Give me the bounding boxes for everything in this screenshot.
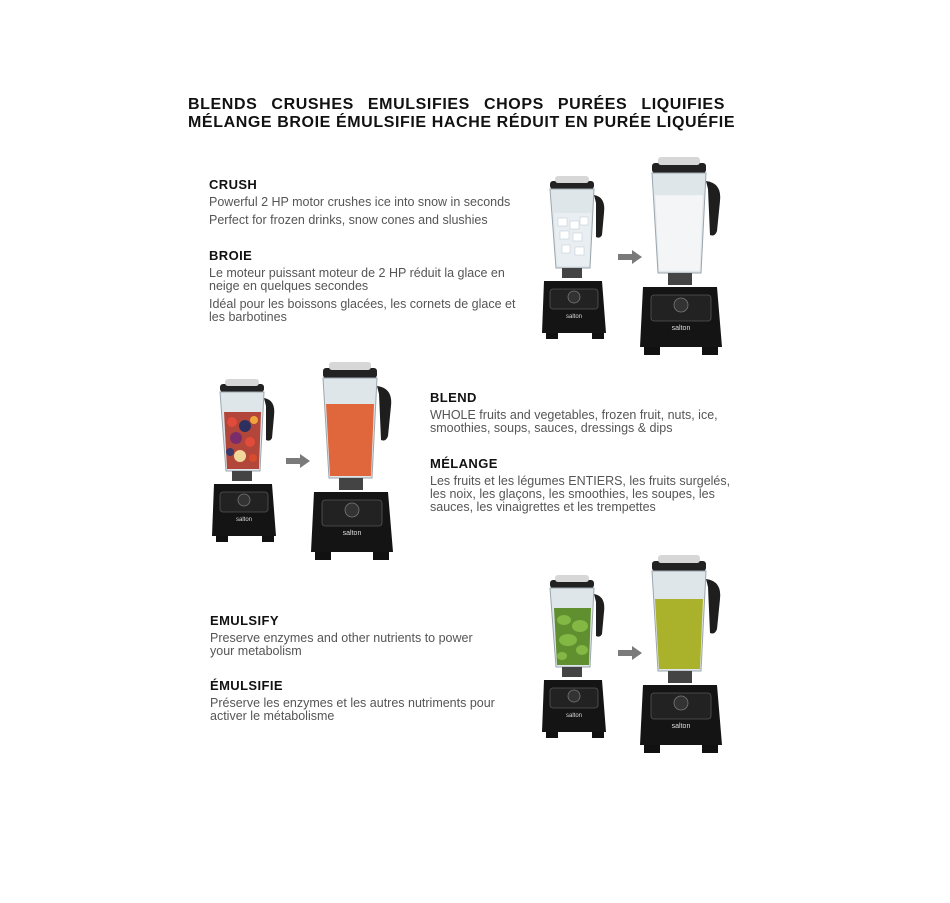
emulsify-section (210, 613, 500, 663)
green-juice-contents (655, 599, 703, 669)
broie-title: BROIE (209, 248, 253, 263)
blender-greens-before (540, 572, 612, 747)
smoothie-contents (326, 404, 374, 476)
crush-line-1: Powerful 2 HP motor crushes ice into snow in seconds (209, 195, 511, 209)
headline-english: BLENDS CRUSHES EMULSIFIES CHOPS PURÉES LIQUIFIES (188, 96, 725, 113)
emulsify-title: EMULSIFY (210, 613, 279, 628)
emulsifie-section (210, 678, 495, 728)
headline-french: MÉLANGE BROIE ÉMULSIFIE HACHE RÉDUIT EN PURÉE LIQUÉFIE (188, 114, 736, 131)
blender-green-juice-after (638, 553, 728, 765)
emulsify-line-1: Preserve enzymes and other nutrients to power your metabolism (210, 631, 473, 658)
blender-ice-before (540, 173, 612, 348)
blender-snow-after (638, 155, 728, 367)
emulsifie-title: ÉMULSIFIE (210, 678, 283, 693)
blender-fruit-before (210, 376, 282, 551)
arrow-right-icon (286, 454, 310, 468)
snow-contents (655, 195, 703, 271)
crush-title: CRUSH (209, 177, 258, 192)
brand-logo: salton (671, 325, 691, 332)
broie-line-1: Le moteur puissant moteur de 2 HP réduit la glace en neige en quelques secondes (209, 266, 505, 293)
brand-logo: salton (342, 530, 362, 537)
melange-line-1: Les fruits et les légumes ENTIERS, les fruits surgelés, les noix, les glaçons, les smoothies, les soupes, les sauces, les vinaigrettes et les trempettes (430, 474, 731, 514)
melange-section (430, 456, 745, 519)
brand-logo: salton (671, 723, 691, 730)
blender-smoothie-after (309, 360, 399, 572)
brand-logo: salton (235, 517, 253, 523)
crush-line-2: Perfect for frozen drinks, snow cones and slushies (209, 213, 488, 227)
blend-section (430, 390, 740, 440)
crush-section (209, 177, 539, 232)
brand-logo: salton (565, 314, 583, 320)
blend-line-1: WHOLE fruits and vegetables, frozen fruit, nuts, ice, smoothies, soups, sauces, dressings & dips (430, 408, 718, 435)
emulsifie-line-1: Préserve les enzymes et les autres nutriments pour activer le métabolisme (210, 696, 495, 723)
blend-title: BLEND (430, 390, 477, 405)
melange-title: MÉLANGE (430, 456, 498, 471)
broie-section (209, 248, 534, 329)
brand-logo: salton (565, 713, 583, 719)
broie-line-2: Idéal pour les boissons glacées, les cornets de glace et les barbotines (209, 297, 516, 324)
